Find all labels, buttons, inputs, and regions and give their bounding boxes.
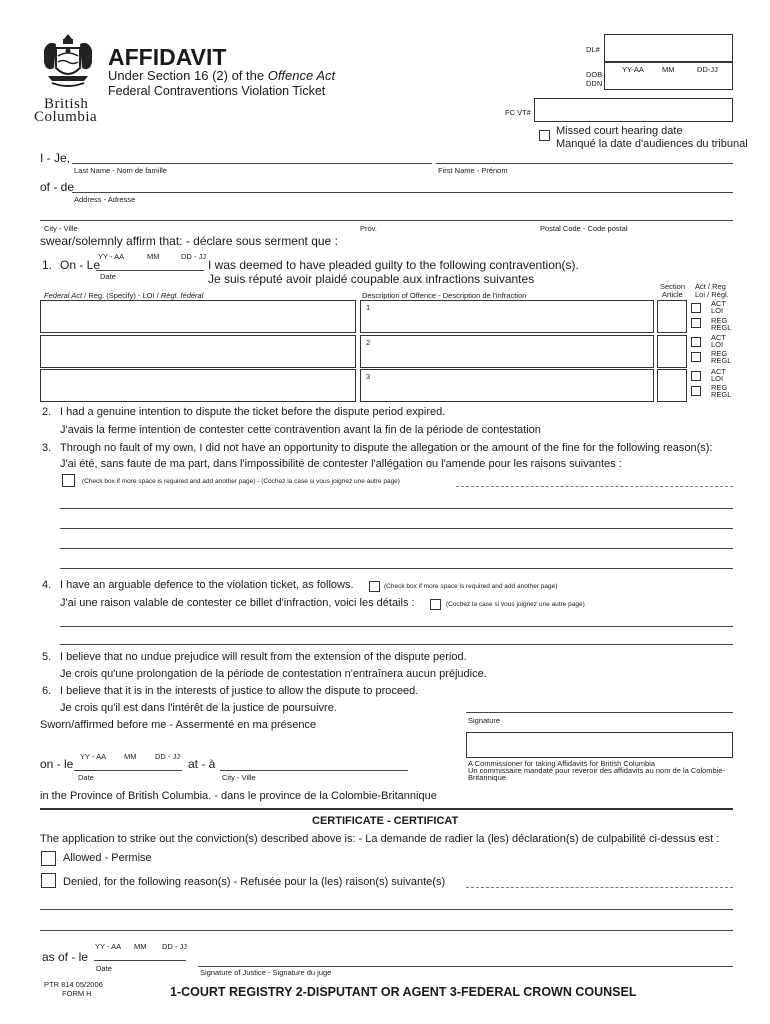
denied-reason-line-2[interactable]	[40, 930, 733, 931]
offence-row-1-act-checkbox[interactable]	[691, 303, 701, 313]
commissioner-text-1: A Commissioner for taking Affidavits for British Columbia	[468, 759, 656, 768]
item2-text-fr: J'avais la ferme intention de contester cette contravention avant la fin de la période de contestation	[60, 424, 541, 436]
item3-reason-line-3[interactable]	[60, 548, 733, 549]
description-header: Description of Offence - Description de l'infraction	[362, 291, 527, 300]
offence-row-3-loi-label: LOI	[711, 374, 724, 383]
offence-row-2-act-label: ACT	[711, 333, 726, 342]
missed-hearing-label-en: Missed court hearing date	[556, 125, 683, 137]
allowed-checkbox[interactable]	[41, 851, 56, 866]
item6-text-en: I believe that it is in the interests of justice to allow the dispute to proceed.	[60, 685, 419, 697]
loiregl-header: Loi / Règl.	[695, 290, 729, 299]
item4-number: 4.	[42, 579, 52, 591]
logo-text-columbia: Columbia	[34, 109, 98, 125]
item4-check-note-en: (Check box if more space is required and add another page)	[384, 583, 558, 590]
offence-row-2-section[interactable]	[657, 335, 687, 368]
offence-row-2-reg-checkbox[interactable]	[691, 352, 701, 362]
form-h: FORM H	[62, 989, 92, 998]
offence-row-3-section[interactable]	[657, 369, 687, 402]
last-name-line[interactable]	[72, 163, 432, 164]
province-statement: in the Province of British Columbia. - dans le province de la Colombie-Britannique	[40, 790, 437, 802]
item3-check-note: (Check box if more space is required and add another page) - (Cochez la case si vous joignez une autre page)	[82, 478, 400, 485]
sworn-city-label: City - Ville	[222, 773, 256, 782]
item1-text-fr: Je suis réputé avoir plaidé coupable aux infractions suivantes	[208, 272, 535, 286]
sworn-statement: Sworn/affirmed before me - Assermenté en ma présence	[40, 719, 317, 731]
item3-text-en: Through no fault of my own, I did not have an opportunity to dispute the allegation or the amount of the fine for the following reason(s):	[60, 442, 713, 454]
sworn-dd: DD - JJ	[155, 752, 180, 761]
actreg-header: Act / Reg	[695, 282, 726, 291]
item4-text-fr: J'ai une raison valable de contester ce billet d'infraction, voici les détails :	[60, 597, 415, 609]
offence-row-3-act-checkbox[interactable]	[691, 371, 701, 381]
item1-date-label: Date	[100, 272, 116, 281]
commissioner-text-2: Un commissaire mandaté pour reveroir des affidavits au nom de la Colombie-	[468, 766, 726, 775]
certificate-divider	[40, 808, 733, 810]
item4-text-en: I have an arguable defence to the violation ticket, as follows.	[60, 579, 354, 591]
offence-row-1-act-label: ACT	[711, 299, 726, 308]
item1-date-line[interactable]	[96, 270, 204, 271]
certificate-text: The application to strike out the conviction(s) described above is: - La demande de radier la (les) déclaration(s) de culpabilité ci-dessus est :	[40, 833, 720, 845]
fcvt-label: FC VT#	[505, 108, 531, 117]
address-line[interactable]	[72, 192, 733, 193]
crest-icon	[38, 30, 98, 100]
sworn-at-a: at - à	[188, 757, 216, 771]
offence-row-2-desc[interactable]	[360, 335, 654, 368]
prov-label: Prov.	[360, 224, 377, 233]
cert-as-of: as of - le	[42, 950, 89, 964]
item1-on-le: On - Le	[60, 258, 101, 272]
logo-text-british: British	[44, 96, 89, 112]
item4-more-space-checkbox-en[interactable]	[369, 581, 380, 592]
commissioner-text-3: Britannique	[468, 773, 506, 782]
item3-reason-line-0[interactable]	[456, 486, 733, 487]
fcvt-number-field[interactable]	[534, 98, 733, 122]
first-name-line[interactable]	[436, 163, 733, 164]
item6-number: 6.	[42, 685, 52, 697]
commissioner-stamp-box[interactable]	[466, 732, 733, 758]
item2-text-en: I had a genuine intention to dispute the ticket before the dispute period expired.	[60, 406, 446, 418]
offence-row-1-loi-label: LOI	[711, 306, 724, 315]
item4-check-note-fr: (Cochez la case si vous joignez une autre page)	[446, 601, 585, 608]
item1-mm: MM	[147, 252, 160, 261]
item3-reason-line-1[interactable]	[60, 508, 733, 509]
federal-act-header: Federal Act / Reg. (Specify) - LOI / Règl. fédéral	[44, 291, 204, 300]
sworn-on-le: on - le	[40, 757, 74, 771]
copy-distribution: 1-COURT REGISTRY 2-DISPUTANT OR AGENT 3-FEDERAL CROWN COUNSEL	[170, 985, 637, 999]
sworn-date-line[interactable]	[74, 770, 182, 771]
offence-row-2-act[interactable]	[40, 335, 356, 368]
offence-row-2-act-checkbox[interactable]	[691, 337, 701, 347]
item4-defence-line-2[interactable]	[60, 644, 733, 645]
item4-defence-line-1[interactable]	[60, 626, 733, 627]
cert-yy: YY - AA	[95, 942, 122, 951]
section-header: Section	[660, 282, 686, 291]
offence-row-3-num: 3	[366, 372, 371, 381]
offence-row-1-section[interactable]	[657, 300, 687, 333]
offence-row-1-num: 1	[366, 303, 371, 312]
i-je-label: I - Je,	[40, 151, 71, 165]
ddn-label: DDN	[586, 79, 603, 88]
certificate-title: CERTIFICATE - CERTIFICAT	[312, 815, 459, 827]
item3-text-fr: J'ai été, sans faute de ma part, dans l'impossibilité de contester l'allégation ou l'amende pour les raisons suivantes :	[60, 458, 622, 470]
offence-row-3-act-label: ACT	[711, 367, 726, 376]
item1-number: 1.	[42, 258, 53, 272]
cert-date-line[interactable]	[94, 960, 186, 961]
first-name-label: First Name - Prénom	[438, 166, 508, 175]
cert-dd: DD - JJ	[162, 942, 187, 951]
of-de-label: of - de	[40, 180, 75, 194]
subtitle-offence-act: Under Section 16 (2) of the Offence Act	[108, 68, 336, 83]
bc-crest-logo	[38, 30, 98, 100]
address-label: Address - Adresse	[74, 195, 136, 204]
signature-label: Signature	[468, 716, 501, 725]
offence-row-3-desc[interactable]	[360, 369, 654, 402]
offence-row-3-reg-label: REG	[711, 383, 728, 392]
allowed-label: Allowed - Permise	[63, 852, 152, 864]
page-title: AFFIDAVIT	[108, 44, 227, 70]
last-name-label: Last Name - Nom de famille	[74, 166, 167, 175]
item3-reason-line-2[interactable]	[60, 528, 733, 529]
item5-text-fr: Je crois qu'une prolongation de la période de contestation n'entraînera aucun préjudice.	[60, 668, 487, 680]
offence-row-1-regl-label: REGL	[711, 323, 732, 332]
offence-row-3-reg-checkbox[interactable]	[691, 386, 701, 396]
dob-yy: YY-AA	[622, 65, 644, 74]
sworn-yy: YY - AA	[80, 752, 107, 761]
item2-number: 2.	[42, 406, 52, 418]
form-number: PTR 814 05/2006	[44, 980, 103, 989]
denied-checkbox[interactable]	[41, 873, 56, 888]
sworn-city-line[interactable]	[220, 770, 408, 771]
city-prov-postal-line[interactable]	[40, 220, 733, 221]
signature-line[interactable]	[466, 712, 733, 713]
missed-hearing-checkbox[interactable]	[539, 130, 550, 141]
item6-text-fr: Je crois qu'il est dans l'intérêt de la justice de poursuivre.	[60, 702, 337, 714]
denied-label: Denied, for the following reason(s) - Refusée pour la (les) raison(s) suivante(s)	[63, 876, 446, 888]
item1-text-en: I was deemed to have pleaded guilty to the following contravention(s).	[208, 258, 579, 272]
dob-label: DOB	[586, 70, 603, 79]
dob-mm: MM	[662, 65, 675, 74]
item5-number: 5.	[42, 651, 52, 663]
item3-more-space-checkbox[interactable]	[62, 474, 75, 487]
item1-dd: DD - JJ	[181, 252, 206, 261]
dl-number-field[interactable]	[604, 34, 733, 62]
dob-dd: DD-JJ	[697, 65, 718, 74]
article-header: Article	[662, 290, 683, 299]
swear-statement: swear/solemnly affirm that: - déclare sous serment que :	[40, 234, 338, 248]
item5-text-en: I believe that no undue prejudice will result from the extension of the dispute period.	[60, 651, 467, 663]
sworn-mm: MM	[124, 752, 137, 761]
city-label: City - Ville	[44, 224, 78, 233]
cert-mm: MM	[134, 942, 147, 951]
item3-number: 3.	[42, 442, 52, 454]
dl-label: DL#	[586, 45, 600, 54]
sworn-date-label: Date	[78, 773, 94, 782]
item4-more-space-checkbox-fr[interactable]	[430, 599, 441, 610]
offence-row-2-regl-label: REGL	[711, 356, 732, 365]
offence-row-2-reg-label: REG	[711, 349, 728, 358]
offence-row-3-act[interactable]	[40, 369, 356, 402]
offence-row-1-desc[interactable]	[360, 300, 654, 333]
offence-row-3-regl-label: REGL	[711, 390, 732, 399]
offence-row-2-num: 2	[366, 338, 371, 347]
denied-reason-line-0[interactable]	[466, 887, 733, 888]
offence-row-1-reg-checkbox[interactable]	[691, 318, 701, 328]
item1-yy: YY - AA	[98, 252, 125, 261]
offence-row-1-reg-label: REG	[711, 316, 728, 325]
cert-date-label: Date	[96, 964, 112, 973]
subtitle-violation-ticket: Federal Contraventions Violation Ticket	[108, 84, 326, 98]
offence-row-1-act[interactable]	[40, 300, 356, 333]
offence-row-2-loi-label: LOI	[711, 340, 724, 349]
denied-reason-line-1[interactable]	[40, 909, 733, 910]
item3-reason-line-4[interactable]	[60, 568, 733, 569]
justice-signature-line[interactable]	[198, 966, 733, 967]
justice-signature-label: Signature of Justice - Signature du juge	[200, 968, 332, 977]
missed-hearing-label-fr: Manqué la date d'audiences du tribunal	[556, 138, 748, 150]
postal-label: Postal Code - Code postal	[540, 224, 628, 233]
